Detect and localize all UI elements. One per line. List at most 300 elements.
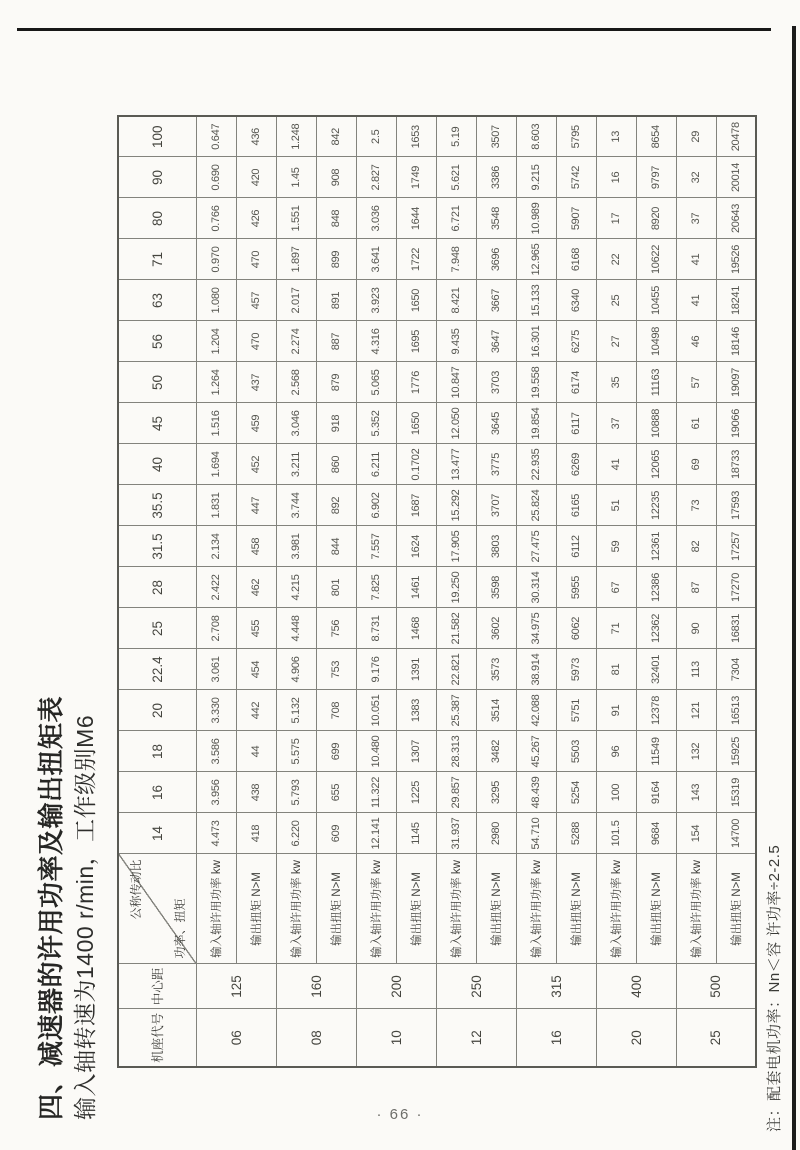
power-cell: 96 xyxy=(596,731,636,772)
power-cell: 90 xyxy=(676,608,716,649)
power-cell: 100 xyxy=(596,772,636,813)
power-cell: 54.710 xyxy=(516,813,556,854)
power-cell: 73 xyxy=(676,485,716,526)
power-row-label: 输入轴许用功率 kw xyxy=(276,854,316,964)
power-cell: 4.906 xyxy=(276,649,316,690)
power-cell: 27 xyxy=(596,321,636,362)
torque-cell: 20478 xyxy=(716,116,756,157)
torque-cell: 3573 xyxy=(476,649,516,690)
power-cell: 21.582 xyxy=(436,608,476,649)
torque-cell: 3386 xyxy=(476,157,516,198)
torque-row-label: 输出扭矩 N>M xyxy=(476,854,516,964)
torque-cell: 458 xyxy=(236,526,276,567)
power-cell: 9.176 xyxy=(356,649,396,690)
frame-code-cell: 25 xyxy=(676,1009,756,1067)
power-cell: 6.902 xyxy=(356,485,396,526)
power-cell: 3.330 xyxy=(196,690,236,731)
torque-cell: 10622 xyxy=(636,239,676,280)
torque-cell: 10455 xyxy=(636,280,676,321)
power-cell: 8.603 xyxy=(516,116,556,157)
torque-cell: 1749 xyxy=(396,157,436,198)
torque-cell: 3707 xyxy=(476,485,516,526)
power-cell: 30.314 xyxy=(516,567,556,608)
power-cell: 1.264 xyxy=(196,362,236,403)
torque-cell: 17593 xyxy=(716,485,756,526)
page-subtitle: 输入轴转速为1400 r/min，工作级别M6 xyxy=(72,714,98,1120)
torque-cell: 459 xyxy=(236,403,276,444)
torque-cell: 3602 xyxy=(476,608,516,649)
power-cell: 61 xyxy=(676,403,716,444)
power-cell: 132 xyxy=(676,731,716,772)
torque-cell: 11549 xyxy=(636,731,676,772)
power-cell: 1.551 xyxy=(276,198,316,239)
torque-cell: 3598 xyxy=(476,567,516,608)
torque-row-label: 输出扭矩 N>M xyxy=(716,854,756,964)
power-cell: 34.975 xyxy=(516,608,556,649)
torque-cell: 5288 xyxy=(556,813,596,854)
torque-cell: 3514 xyxy=(476,690,516,731)
torque-cell: 442 xyxy=(236,690,276,731)
torque-cell: 3696 xyxy=(476,239,516,280)
torque-cell: 20643 xyxy=(716,198,756,239)
power-cell: 121 xyxy=(676,690,716,731)
torque-cell: 12362 xyxy=(636,608,676,649)
ratio-header-cell: 100 xyxy=(118,116,196,157)
power-cell: 0.970 xyxy=(196,239,236,280)
torque-cell: 10888 xyxy=(636,403,676,444)
torque-cell: 12378 xyxy=(636,690,676,731)
torque-cell: 12386 xyxy=(636,567,676,608)
power-cell: 0.690 xyxy=(196,157,236,198)
torque-cell: 908 xyxy=(316,157,356,198)
power-cell: 4.316 xyxy=(356,321,396,362)
center-distance-cell: 315 xyxy=(516,964,596,1009)
power-cell: 101.5 xyxy=(596,813,636,854)
torque-cell: 918 xyxy=(316,403,356,444)
power-cell: 25 xyxy=(596,280,636,321)
torque-cell: 1653 xyxy=(396,116,436,157)
power-row-label: 输入轴许用功率 kw xyxy=(356,854,396,964)
torque-cell: 12235 xyxy=(636,485,676,526)
torque-cell: 9797 xyxy=(636,157,676,198)
ratio-header-cell: 56 xyxy=(118,321,196,362)
torque-cell: 3507 xyxy=(476,116,516,157)
page-number: · 66 · xyxy=(376,1106,424,1123)
center-distance-cell: 250 xyxy=(436,964,516,1009)
torque-cell: 3803 xyxy=(476,526,516,567)
ratio-header-cell: 14 xyxy=(118,813,196,854)
frame-code-cell: 16 xyxy=(516,1009,596,1067)
frame-code-cell: 20 xyxy=(596,1009,676,1067)
torque-cell: 6062 xyxy=(556,608,596,649)
torque-cell: 3482 xyxy=(476,731,516,772)
torque-cell: 462 xyxy=(236,567,276,608)
torque-row xyxy=(236,116,276,1067)
power-cell: 51 xyxy=(596,485,636,526)
torque-cell: 8654 xyxy=(636,116,676,157)
power-cell: 113 xyxy=(676,649,716,690)
torque-cell: 3667 xyxy=(476,280,516,321)
torque-cell: 6117 xyxy=(556,403,596,444)
ratio-header-cell: 20 xyxy=(118,690,196,731)
scan-edge-top xyxy=(17,28,771,31)
torque-cell: 6269 xyxy=(556,444,596,485)
center-distance-cell: 125 xyxy=(196,964,276,1009)
torque-cell: 17270 xyxy=(716,567,756,608)
power-cell: 0.766 xyxy=(196,198,236,239)
torque-cell: 12065 xyxy=(636,444,676,485)
table-container xyxy=(117,115,757,1068)
power-cell: 22.935 xyxy=(516,444,556,485)
torque-cell: 418 xyxy=(236,813,276,854)
power-cell: 1.694 xyxy=(196,444,236,485)
power-cell: 19.854 xyxy=(516,403,556,444)
power-cell: 3.046 xyxy=(276,403,316,444)
power-row-label: 输入轴许用功率 kw xyxy=(676,854,716,964)
power-row-label: 输入轴许用功率 kw xyxy=(196,854,236,964)
power-cell: 3.211 xyxy=(276,444,316,485)
torque-cell: 842 xyxy=(316,116,356,157)
torque-row xyxy=(716,116,756,1067)
power-cell: 3.923 xyxy=(356,280,396,321)
power-cell: 5.352 xyxy=(356,403,396,444)
torque-row-label: 输出扭矩 N>M xyxy=(236,854,276,964)
torque-cell: 18146 xyxy=(716,321,756,362)
power-cell: 67 xyxy=(596,567,636,608)
power-cell: 3.981 xyxy=(276,526,316,567)
power-cell: 35 xyxy=(596,362,636,403)
power-cell: 12.141 xyxy=(356,813,396,854)
torque-cell: 437 xyxy=(236,362,276,403)
power-row xyxy=(676,116,716,1067)
power-cell: 22.821 xyxy=(436,649,476,690)
torque-cell: 5955 xyxy=(556,567,596,608)
torque-cell: 1687 xyxy=(396,485,436,526)
frame-code-cell: 06 xyxy=(196,1009,276,1067)
center-distance-header: 中心距 xyxy=(118,964,196,1009)
power-cell: 37 xyxy=(676,198,716,239)
torque-cell: 19526 xyxy=(716,239,756,280)
ratio-header-cell: 22.4 xyxy=(118,649,196,690)
power-row-label: 输入轴许用功率 kw xyxy=(436,854,476,964)
power-cell: 1.897 xyxy=(276,239,316,280)
power-cell: 59 xyxy=(596,526,636,567)
power-cell: 8.731 xyxy=(356,608,396,649)
torque-cell: 1307 xyxy=(396,731,436,772)
torque-cell: 753 xyxy=(316,649,356,690)
power-cell: 69 xyxy=(676,444,716,485)
ratio-header-cell: 90 xyxy=(118,157,196,198)
power-cell: 28.313 xyxy=(436,731,476,772)
rotated-content xyxy=(25,100,793,1140)
torque-cell: 1650 xyxy=(396,403,436,444)
center-distance-cell: 200 xyxy=(356,964,436,1009)
torque-cell: 3703 xyxy=(476,362,516,403)
torque-cell: 1644 xyxy=(396,198,436,239)
power-cell: 3.036 xyxy=(356,198,396,239)
torque-cell: 16831 xyxy=(716,608,756,649)
torque-cell: 10498 xyxy=(636,321,676,362)
center-distance-cell: 160 xyxy=(276,964,356,1009)
torque-cell: 848 xyxy=(316,198,356,239)
power-cell: 4.473 xyxy=(196,813,236,854)
ratio-header-cell: 31.5 xyxy=(118,526,196,567)
power-cell: 41 xyxy=(596,444,636,485)
power-row-label: 输入轴许用功率 kw xyxy=(596,854,636,964)
power-cell: 10.051 xyxy=(356,690,396,731)
torque-cell: 5742 xyxy=(556,157,596,198)
torque-cell: 15925 xyxy=(716,731,756,772)
power-cell: 7.825 xyxy=(356,567,396,608)
power-cell: 91 xyxy=(596,690,636,731)
power-cell: 1.516 xyxy=(196,403,236,444)
torque-cell: 1695 xyxy=(396,321,436,362)
power-cell: 16.301 xyxy=(516,321,556,362)
power-cell: 2.422 xyxy=(196,567,236,608)
power-row xyxy=(436,116,476,1067)
torque-cell: 699 xyxy=(316,731,356,772)
power-cell: 10.989 xyxy=(516,198,556,239)
torque-cell: 1145 xyxy=(396,813,436,854)
torque-row xyxy=(636,116,676,1067)
power-cell: 15.292 xyxy=(436,485,476,526)
power-cell: 5.065 xyxy=(356,362,396,403)
power-cell: 87 xyxy=(676,567,716,608)
torque-cell: 2980 xyxy=(476,813,516,854)
power-cell: 11.322 xyxy=(356,772,396,813)
power-row xyxy=(356,116,396,1067)
center-distance-cell: 400 xyxy=(596,964,676,1009)
torque-cell: 0.1702 xyxy=(396,444,436,485)
power-cell: 2.708 xyxy=(196,608,236,649)
torque-cell: 1461 xyxy=(396,567,436,608)
page-title: 四、减速器的许用功率及输出扭矩表 xyxy=(36,695,66,1120)
power-cell: 2.274 xyxy=(276,321,316,362)
power-cell: 9.435 xyxy=(436,321,476,362)
torque-cell: 3647 xyxy=(476,321,516,362)
torque-cell: 455 xyxy=(236,608,276,649)
torque-cell: 44 xyxy=(236,731,276,772)
torque-cell: 452 xyxy=(236,444,276,485)
power-cell: 71 xyxy=(596,608,636,649)
torque-cell: 436 xyxy=(236,116,276,157)
torque-cell: 1391 xyxy=(396,649,436,690)
torque-cell: 470 xyxy=(236,321,276,362)
power-cell: 13.477 xyxy=(436,444,476,485)
power-cell: 12.050 xyxy=(436,403,476,444)
torque-cell: 15319 xyxy=(716,772,756,813)
power-cell: 5.621 xyxy=(436,157,476,198)
torque-cell: 11163 xyxy=(636,362,676,403)
torque-cell: 1776 xyxy=(396,362,436,403)
power-cell: 3.956 xyxy=(196,772,236,813)
power-cell: 31.937 xyxy=(436,813,476,854)
power-cell: 1.248 xyxy=(276,116,316,157)
power-cell: 17.905 xyxy=(436,526,476,567)
ratio-header-cell: 50 xyxy=(118,362,196,403)
power-cell: 1.204 xyxy=(196,321,236,362)
center-distance-cell: 500 xyxy=(676,964,756,1009)
power-cell: 1.080 xyxy=(196,280,236,321)
power-cell: 9.215 xyxy=(516,157,556,198)
torque-cell: 18733 xyxy=(716,444,756,485)
torque-row xyxy=(556,116,596,1067)
power-cell: 4.448 xyxy=(276,608,316,649)
power-cell: 48.439 xyxy=(516,772,556,813)
frame-code-header: 机座代号 xyxy=(118,1009,196,1067)
power-cell: 10.847 xyxy=(436,362,476,403)
power-cell: 6.211 xyxy=(356,444,396,485)
frame-code-cell: 12 xyxy=(436,1009,516,1067)
power-cell: 5.575 xyxy=(276,731,316,772)
torque-cell: 8920 xyxy=(636,198,676,239)
power-cell: 2.017 xyxy=(276,280,316,321)
torque-cell: 5254 xyxy=(556,772,596,813)
torque-cell: 899 xyxy=(316,239,356,280)
power-cell: 143 xyxy=(676,772,716,813)
power-cell: 29.857 xyxy=(436,772,476,813)
torque-cell: 3645 xyxy=(476,403,516,444)
torque-cell: 19097 xyxy=(716,362,756,403)
torque-cell: 420 xyxy=(236,157,276,198)
torque-cell: 3295 xyxy=(476,772,516,813)
power-cell: 41 xyxy=(676,239,716,280)
torque-cell: 1624 xyxy=(396,526,436,567)
power-cell: 17 xyxy=(596,198,636,239)
torque-cell: 457 xyxy=(236,280,276,321)
power-cell: 38.914 xyxy=(516,649,556,690)
torque-cell: 6168 xyxy=(556,239,596,280)
torque-cell: 892 xyxy=(316,485,356,526)
power-row xyxy=(596,116,636,1067)
torque-cell: 447 xyxy=(236,485,276,526)
torque-cell: 9164 xyxy=(636,772,676,813)
power-cell: 7.948 xyxy=(436,239,476,280)
ratio-header-cell: 28 xyxy=(118,567,196,608)
power-cell: 22 xyxy=(596,239,636,280)
torque-cell: 12361 xyxy=(636,526,676,567)
power-row xyxy=(516,116,556,1067)
ratio-header-cell: 40 xyxy=(118,444,196,485)
torque-cell: 1225 xyxy=(396,772,436,813)
torque-row-label: 输出扭矩 N>M xyxy=(556,854,596,964)
torque-cell: 20014 xyxy=(716,157,756,198)
torque-cell: 1722 xyxy=(396,239,436,280)
power-cell: 29 xyxy=(676,116,716,157)
torque-row-label: 输出扭矩 N>M xyxy=(636,854,676,964)
ratio-header-cell: 63 xyxy=(118,280,196,321)
torque-cell: 879 xyxy=(316,362,356,403)
power-cell: 2.568 xyxy=(276,362,316,403)
power-cell: 8.421 xyxy=(436,280,476,321)
torque-cell: 887 xyxy=(316,321,356,362)
power-cell: 37 xyxy=(596,403,636,444)
torque-cell: 891 xyxy=(316,280,356,321)
torque-cell: 1650 xyxy=(396,280,436,321)
power-cell: 3.641 xyxy=(356,239,396,280)
torque-cell: 438 xyxy=(236,772,276,813)
power-cell: 82 xyxy=(676,526,716,567)
power-row-label: 输入轴许用功率 kw xyxy=(516,854,556,964)
torque-cell: 6275 xyxy=(556,321,596,362)
frame-code-cell: 08 xyxy=(276,1009,356,1067)
power-cell: 3.744 xyxy=(276,485,316,526)
power-cell: 2.5 xyxy=(356,116,396,157)
power-cell: 2.134 xyxy=(196,526,236,567)
power-cell: 6.721 xyxy=(436,198,476,239)
power-cell: 5.793 xyxy=(276,772,316,813)
power-cell: 154 xyxy=(676,813,716,854)
power-cell: 1.45 xyxy=(276,157,316,198)
torque-cell: 708 xyxy=(316,690,356,731)
power-cell: 6.220 xyxy=(276,813,316,854)
power-cell: 19.250 xyxy=(436,567,476,608)
torque-cell: 7304 xyxy=(716,649,756,690)
torque-cell: 3548 xyxy=(476,198,516,239)
torque-cell: 5973 xyxy=(556,649,596,690)
torque-cell: 1383 xyxy=(396,690,436,731)
torque-cell: 16513 xyxy=(716,690,756,731)
power-cell: 19.558 xyxy=(516,362,556,403)
torque-cell: 470 xyxy=(236,239,276,280)
corner-ratio-label: 公称传动比 xyxy=(129,859,143,920)
power-cell: 5.19 xyxy=(436,116,476,157)
torque-cell: 860 xyxy=(316,444,356,485)
power-cell: 2.827 xyxy=(356,157,396,198)
torque-cell: 5795 xyxy=(556,116,596,157)
power-cell: 12.965 xyxy=(516,239,556,280)
power-cell: 32 xyxy=(676,157,716,198)
torque-cell: 801 xyxy=(316,567,356,608)
torque-row-label: 输出扭矩 N>M xyxy=(316,854,356,964)
torque-cell: 1468 xyxy=(396,608,436,649)
torque-cell: 426 xyxy=(236,198,276,239)
power-cell: 10.480 xyxy=(356,731,396,772)
power-cell: 3.061 xyxy=(196,649,236,690)
power-cell: 41 xyxy=(676,280,716,321)
torque-cell: 5503 xyxy=(556,731,596,772)
power-cell: 7.557 xyxy=(356,526,396,567)
footnote: 注：配套电机功率：Nn＜容 许功率÷2-2.5 xyxy=(766,844,783,1132)
torque-cell: 6340 xyxy=(556,280,596,321)
power-cell: 25.387 xyxy=(436,690,476,731)
power-cell: 46 xyxy=(676,321,716,362)
power-cell: 1.831 xyxy=(196,485,236,526)
ratio-header-cell: 71 xyxy=(118,239,196,280)
torque-cell: 6112 xyxy=(556,526,596,567)
power-cell: 5.132 xyxy=(276,690,316,731)
ratio-header-cell: 25 xyxy=(118,608,196,649)
power-cell: 45.267 xyxy=(516,731,556,772)
power-cell: 27.475 xyxy=(516,526,556,567)
torque-cell: 6174 xyxy=(556,362,596,403)
torque-cell: 17257 xyxy=(716,526,756,567)
power-cell: 4.215 xyxy=(276,567,316,608)
torque-cell: 19066 xyxy=(716,403,756,444)
torque-cell: 6165 xyxy=(556,485,596,526)
power-cell: 25.824 xyxy=(516,485,556,526)
torque-cell: 655 xyxy=(316,772,356,813)
torque-cell: 844 xyxy=(316,526,356,567)
power-cell: 42.088 xyxy=(516,690,556,731)
torque-cell: 18241 xyxy=(716,280,756,321)
frame-code-cell: 10 xyxy=(356,1009,436,1067)
power-cell: 81 xyxy=(596,649,636,690)
power-cell: 16 xyxy=(596,157,636,198)
torque-cell: 9684 xyxy=(636,813,676,854)
ratio-header-cell: 18 xyxy=(118,731,196,772)
torque-cell: 5907 xyxy=(556,198,596,239)
